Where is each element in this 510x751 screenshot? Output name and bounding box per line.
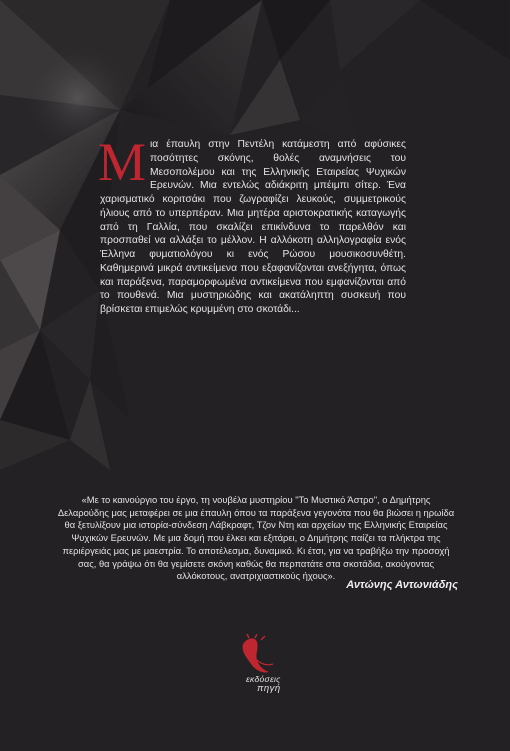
synopsis bbox=[98, 132, 406, 317]
review-quote: «Με το καινούργιο του έργο, τη νουβέλα μυστηρίου "Το Μυστικό Άστρο", ο Δημήτρης Δελαρούδης μας μεταφέρει σε μια έπαυλη όπου τα παράξενα γεγονότα που θα βιώσει η ηρωίδα θα ξετυλίξουν μια ιστορία-σύνδεση Λάβκραφτ, Τζον Ντη και αρχείων της Ελληνικής Εταιρείας Ψυχικών Ερευνών. Με μια δομή που έλκει και εξιτάρει, ο Δημήτρης παίζει τα πλήκτρα της περιέργειάς μας με μαεστρία. Το αποτέλεσμα, δυναμικό. Κι έτσι, για να τραβήξω την προσοχή σας, θα γράψω ότι θα γεμίσετε σκόνη καθώς θα περπατάτε στα σκοτάδια, ακούγοντας αλλόκοτους, ανατριχιαστικούς ήχους». bbox=[57, 494, 455, 582]
review-author: Αντώνης Αντωνιάδης bbox=[346, 579, 458, 591]
synopsis-text: ια έπαυλη στην Πεντέλη κατάμεστη από αφύσικες ποσότητες σκόνης, θολές αναμνήσεις του Μεσοπολέμου και της Ελληνικής Εταιρείας Ψυχικών Ερευνών. Μια εντελώς αδιάκριτη μπέιμπι σίτερ. Ένα χαρισματικό κοριτσάκι που ζωγραφίζει λευκούς, συμμετρικούς ήλιους από το υπερπέραν. Μια μητέρα αριστοκρατικής καταγωγής από τη Γαλλία, που σκαλίζει επικίνδυνα το παρελθόν και προσπαθεί να αλλάξει το μέλλον. Η αλλόκοτη αλληλογραφία ενός Έλληνα φυματιολόγου κι ενός Ρώσου μουσικοσυνθέτη. Καθημερινά μικρά αντικείμενα που εξαφανίζονται ανεξήγητα, όπως και παράξενα, παραμορφωμένα αντικείμενα που εμφανίζονται από το πουθενά. Μια μυστηριώδης και ακατάληπτη συσκευή που βρίσκεται επιμελώς κρυμμένη στο σκοτάδι... bbox=[100, 139, 406, 315]
dropcap: Μ bbox=[98, 132, 147, 192]
publisher-name-line1: εκδόσεις bbox=[246, 674, 281, 684]
publisher-name-line2: πηγή bbox=[257, 683, 281, 694]
